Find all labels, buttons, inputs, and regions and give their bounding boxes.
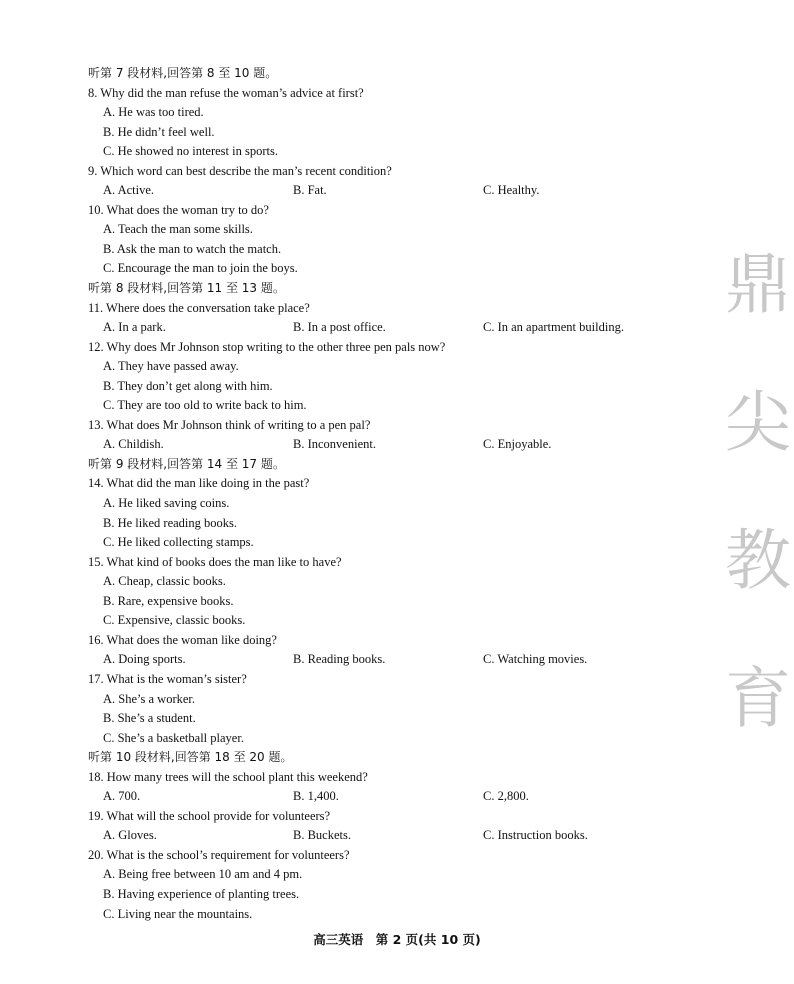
answer-option: A. In a park.	[103, 320, 166, 335]
answer-option: A. Being free between 10 am and 4 pm.	[103, 867, 303, 882]
answer-option: C. Living near the mountains.	[103, 906, 253, 921]
exam-content	[88, 64, 728, 924]
page-footer: 高三英语 第 2 页(共 10 页)	[313, 932, 481, 947]
question-text: 14. What did the man like doing in the past?	[88, 476, 310, 491]
option-row	[88, 787, 728, 807]
answer-option: A. Childish.	[103, 437, 164, 452]
answer-option: C. Encourage the man to join the boys.	[103, 261, 298, 276]
question-text: 9. Which word can best describe the man’s recent condition?	[88, 163, 392, 178]
watermark-char: 尖	[725, 384, 791, 461]
answer-option: B. Reading books.	[293, 652, 386, 667]
answer-option: C. Healthy.	[483, 183, 540, 198]
answer-option: A. Teach the man some skills.	[103, 222, 253, 237]
answer-option: B. 1,400.	[293, 789, 339, 804]
option-row	[88, 181, 728, 201]
answer-option: A. He was too tired.	[103, 105, 204, 120]
section-instruction: 听第 10 段材料,回答第 18 至 20 题。	[88, 750, 293, 765]
answer-option: A. Gloves.	[103, 828, 157, 843]
question-text: 12. Why does Mr Johnson stop writing to the other three pen pals now?	[88, 339, 446, 354]
watermark	[718, 246, 794, 804]
answer-option: B. Rare, expensive books.	[103, 593, 234, 608]
answer-option: B. They don’t get along with him.	[103, 378, 273, 393]
answer-option: B. Inconvenient.	[293, 437, 376, 452]
answer-option: C. He liked collecting stamps.	[103, 535, 254, 550]
answer-option: C. Expensive, classic books.	[103, 613, 246, 628]
question-text: 17. What is the woman’s sister?	[88, 671, 247, 686]
answer-option: A. Cheap, classic books.	[103, 574, 226, 589]
answer-option: A. They have passed away.	[103, 359, 239, 374]
watermark-char: 教	[725, 522, 791, 599]
question-text: 20. What is the school’s requirement for volunteers?	[88, 847, 350, 862]
question-text: 18. How many trees will the school plant this weekend?	[88, 769, 368, 784]
answer-option: C. She’s a basketball player.	[103, 730, 244, 745]
question-text: 19. What will the school provide for volunteers?	[88, 808, 331, 823]
question-text: 11. Where does the conversation take place?	[88, 300, 310, 315]
answer-option: A. Active.	[103, 183, 155, 198]
answer-option: B. Buckets.	[293, 828, 351, 843]
option-row	[88, 650, 728, 670]
question-text: 13. What does Mr Johnson think of writing to a pen pal?	[88, 417, 371, 432]
answer-option: B. Ask the man to watch the match.	[103, 241, 282, 256]
answer-option: B. He liked reading books.	[103, 515, 238, 530]
section-instruction: 听第 9 段材料,回答第 14 至 17 题。	[88, 456, 285, 471]
answer-option: C. In an apartment building.	[483, 320, 624, 335]
section-instruction: 听第 7 段材料,回答第 8 至 10 题。	[88, 66, 278, 80]
answer-option: C. Enjoyable.	[483, 437, 552, 452]
answer-option: C. They are too old to write back to him.	[103, 398, 307, 413]
answer-option: C. 2,800.	[483, 789, 529, 804]
option-row	[88, 318, 728, 338]
answer-option: C. He showed no interest in sports.	[103, 144, 278, 159]
answer-option: A. He liked saving coins.	[103, 496, 230, 511]
question-text: 8. Why did the man refuse the woman’s advice at first?	[88, 85, 364, 100]
answer-option: A. Doing sports.	[103, 652, 186, 667]
question-text: 16. What does the woman like doing?	[88, 632, 277, 647]
question-text: 10. What does the woman try to do?	[88, 202, 269, 217]
answer-option: B. Fat.	[293, 183, 327, 198]
option-row	[88, 435, 728, 455]
answer-option: A. 700.	[103, 789, 141, 804]
answer-option: C. Watching movies.	[483, 652, 588, 667]
question-text: 15. What kind of books does the man like to have?	[88, 554, 342, 569]
answer-option: B. In a post office.	[293, 320, 386, 335]
section-instruction: 听第 8 段材料,回答第 11 至 13 题。	[88, 281, 285, 296]
watermark-char: 鼎	[725, 246, 791, 323]
answer-option: B. He didn’t feel well.	[103, 124, 215, 139]
answer-option: A. She’s a worker.	[103, 691, 195, 706]
answer-option: C. Instruction books.	[483, 828, 588, 843]
answer-option: B. Having experience of planting trees.	[103, 886, 300, 901]
watermark-char: 育	[725, 660, 791, 737]
option-row	[88, 826, 728, 846]
answer-option: B. She’s a student.	[103, 711, 196, 726]
